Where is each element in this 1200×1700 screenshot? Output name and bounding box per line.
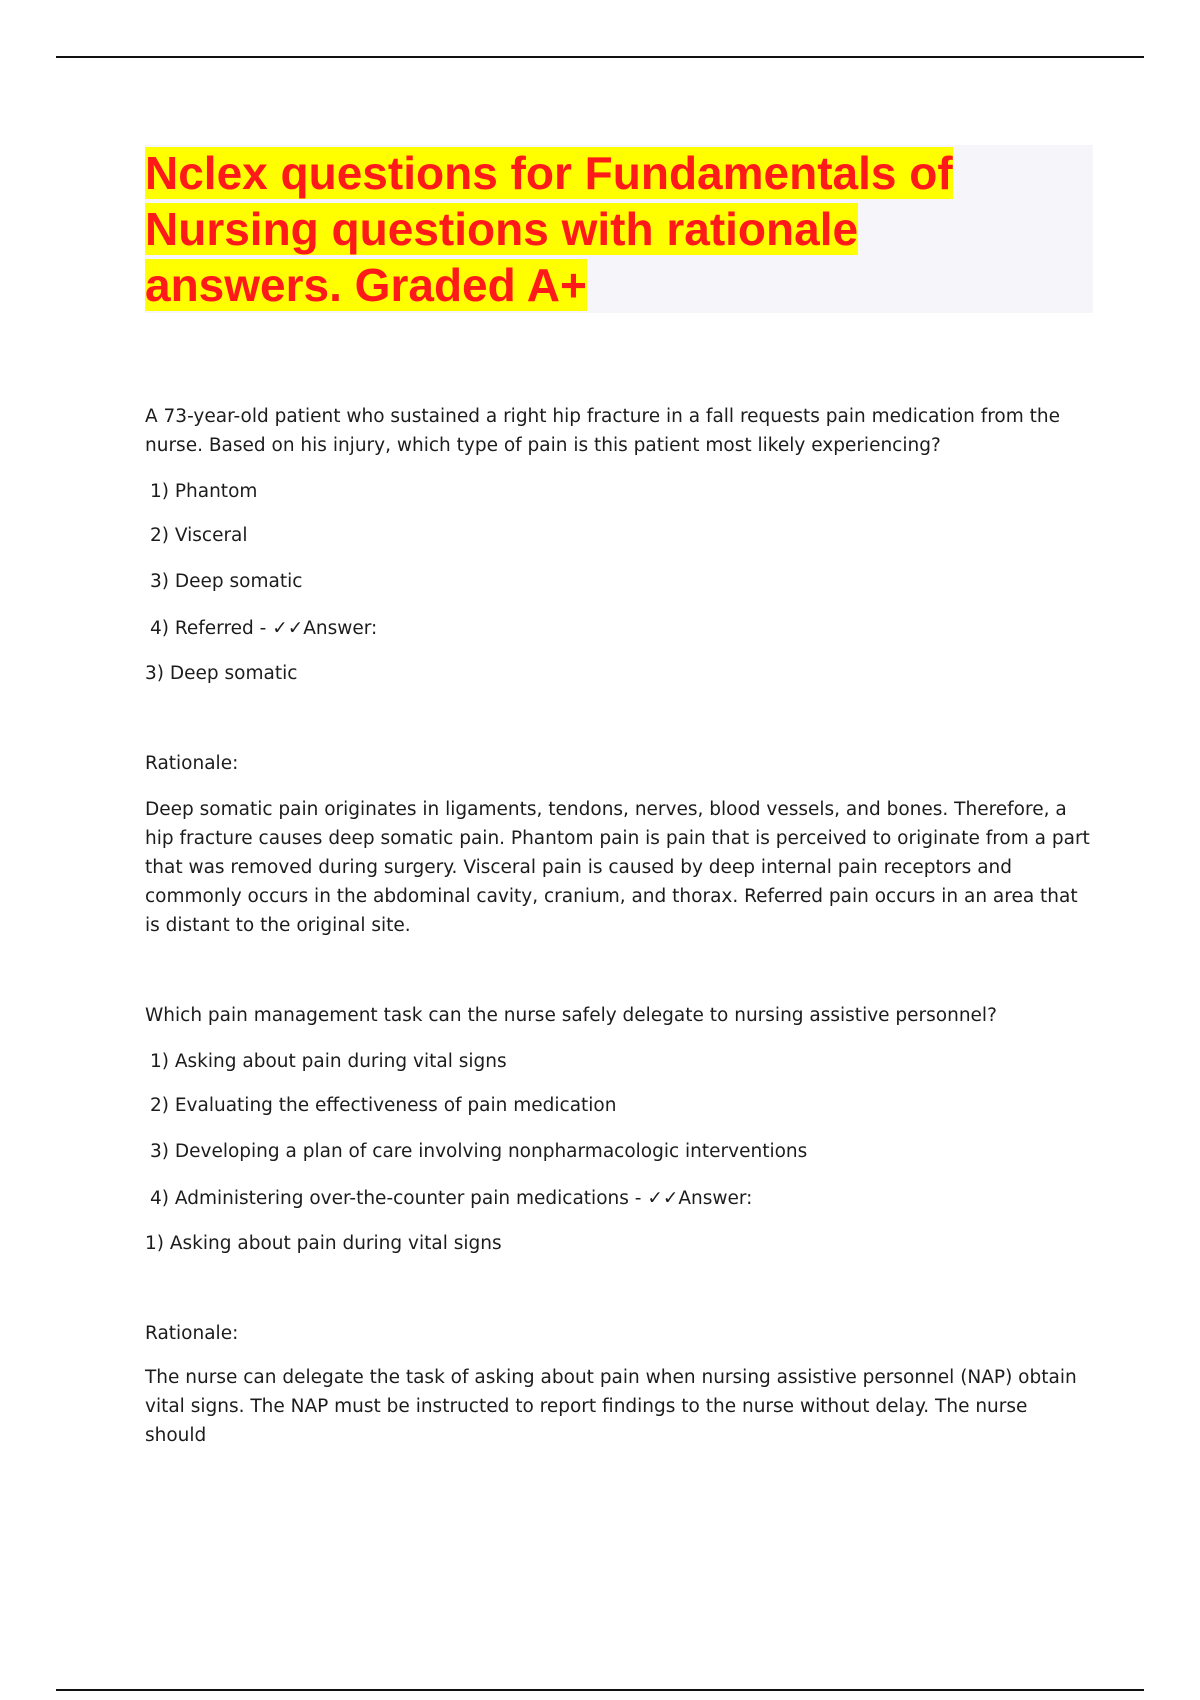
- answer-option: 2) Visceral: [150, 525, 248, 546]
- rationale-label: Rationale:: [145, 753, 239, 774]
- correct-answer: 1) Asking about pain during vital signs: [145, 1233, 502, 1254]
- answer-option: 3) Developing a plan of care involving nonpharmacologic interventions: [150, 1141, 808, 1162]
- answer-option: 1) Asking about pain during vital signs: [150, 1051, 507, 1072]
- question-stem: Which pain management task can the nurse safely delegate to nursing assistive personnel?: [145, 1005, 997, 1026]
- rationale-text: The nurse can delegate the task of asking about pain when nursing assistive personnel (NAP) obtain vital signs. The NAP must be instructed to report findings to the nurse without delay. The nurse should: [145, 1367, 1077, 1446]
- question-stem: A 73-year-old patient who sustained a right hip fracture in a fall requests pain medication from the nurse. Based on his injury, which type of pain is this patient most likely experiencing?: [145, 406, 1061, 456]
- answer-option: 3) Deep somatic: [150, 571, 303, 592]
- rationale-label: Rationale:: [145, 1323, 239, 1344]
- footer-rule: [56, 1689, 1144, 1691]
- answer-option: 4) Administering over-the-counter pain medications - ✓✓Answer:: [150, 1188, 753, 1209]
- document-body: [145, 402, 1090, 1450]
- answer-option: 2) Evaluating the effectiveness of pain medication: [150, 1095, 617, 1116]
- answer-option: 4) Referred - ✓✓Answer:: [150, 618, 378, 639]
- answer-option: 1) Phantom: [150, 481, 258, 502]
- rationale-text: Deep somatic pain originates in ligaments, tendons, nerves, blood vessels, and bones. Therefore, a hip fracture causes deep somatic pain. Phantom pain is pain that is perceived to originate from a part that was removed during surgery. Visceral pain is caused by deep internal pain receptors and commonly occurs in the abdominal cavity, cranium, and thorax. Referred pain occurs in an area that is distant to the original site.: [145, 799, 1090, 936]
- correct-answer: 3) Deep somatic: [145, 663, 298, 684]
- header-rule: [56, 56, 1144, 58]
- document-title: Nclex questions for Fundamentals of Nursing questions with rationale answers. Graded A+: [145, 147, 953, 311]
